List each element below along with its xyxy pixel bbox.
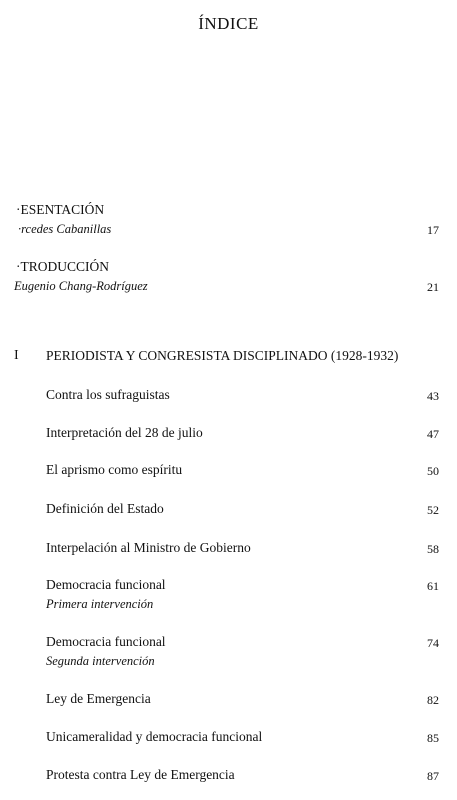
toc-entry-label: Interpelación al Ministro de Gobierno (46, 540, 251, 555)
front-heading-presentacion: ·ESENTACIÓN (16, 202, 105, 217)
toc-entry-page: 82 (427, 693, 439, 707)
toc-entry-page: 50 (427, 464, 439, 478)
toc-entry-label: Ley de Emergencia (46, 691, 151, 706)
front-page-presentacion: 17 (427, 223, 439, 237)
toc-entry-label: Interpretación del 28 de julio (46, 425, 203, 440)
section-marker: I (14, 348, 19, 363)
section-heading: PERIODISTA Y CONGRESISTA DISCIPLINADO (1928-1932) (46, 348, 399, 363)
toc-entry-label: Definición del Estado (46, 501, 164, 516)
front-heading-introduccion: ·TRODUCCIÓN (16, 259, 109, 274)
toc-entry-page: 85 (427, 731, 439, 745)
toc-entry-label: Contra los sufraguistas (46, 387, 170, 402)
toc-entry-page: 47 (427, 427, 439, 441)
toc-entry-page: 58 (427, 542, 439, 556)
toc-entry-page: 87 (427, 769, 439, 783)
toc-entry-page: 61 (427, 579, 439, 593)
page-title: ÍNDICE (198, 14, 259, 33)
toc-entry-page: 52 (427, 503, 439, 517)
front-page-introduccion: 21 (427, 280, 439, 294)
toc-entry-page: 74 (427, 636, 439, 650)
toc-entry-page: 43 (427, 389, 439, 403)
front-author-introduccion: Eugenio Chang-Rodríguez (14, 279, 148, 293)
toc-entry-label: Democracia funcional (46, 634, 166, 649)
toc-entry-label: Unicameralidad y democracia funcional (46, 729, 263, 744)
front-author-presentacion: ·rcedes Cabanillas (18, 222, 112, 236)
toc-entry-label: Protesta contra Ley de Emergencia (46, 767, 235, 782)
toc-entry-label: El aprismo como espíritu (46, 462, 183, 477)
toc-entry-subtitle: Primera intervención (46, 597, 154, 611)
toc-entry-label: Democracia funcional (46, 577, 166, 592)
toc-entry-subtitle: Segunda intervención (46, 654, 155, 668)
